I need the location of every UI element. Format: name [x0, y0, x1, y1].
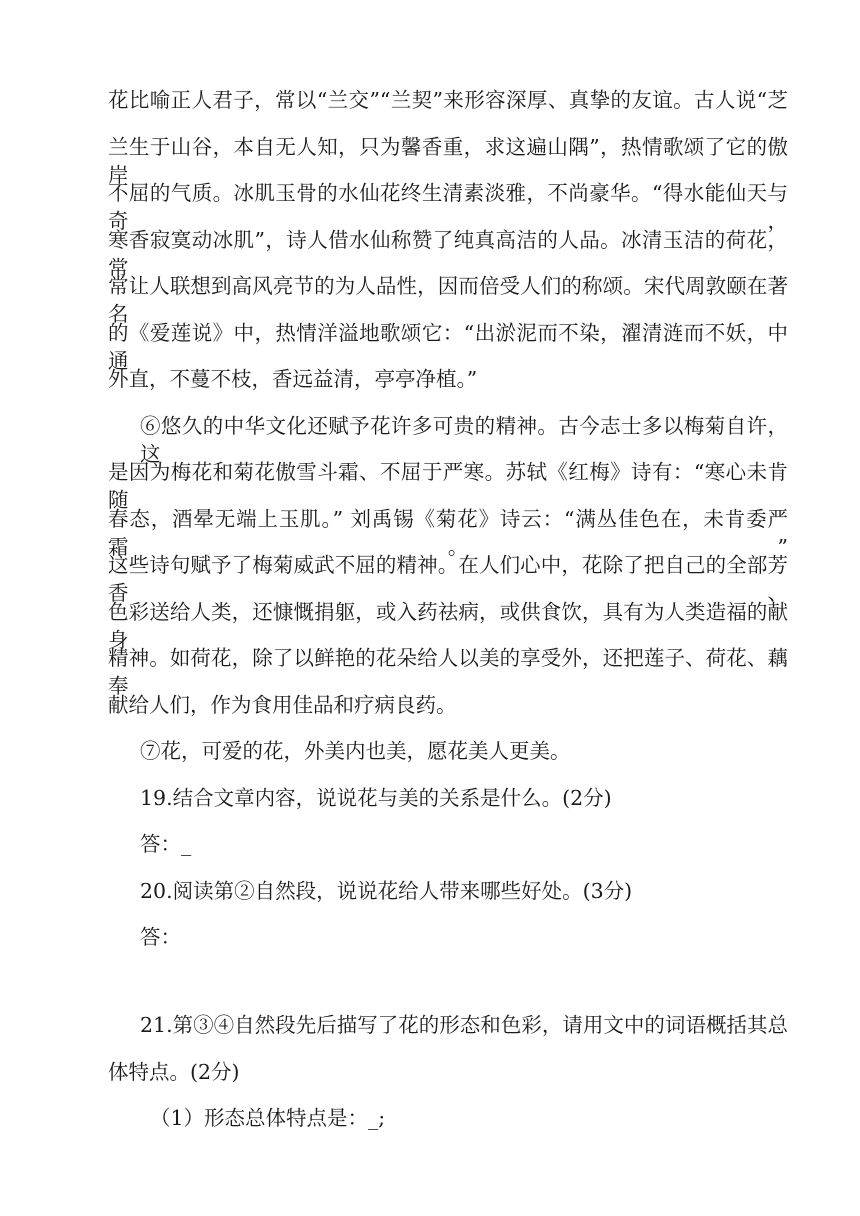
paragraph-5-line-1: 花比喻正人君子，常以“兰交”“兰契”来形容深厚、真挚的友谊。古人说“芝 — [108, 88, 788, 112]
question-21-item-1: （1）形态总体特点是：_; — [150, 1106, 386, 1130]
paragraph-6-line-5: 色彩送给人类，还慷慨捐躯，或入药祛病，或供食饮，具有为人类造福的献身 — [108, 600, 788, 652]
paragraph-6-line-4: 这些诗句赋予了梅菊威武不屈的精神。在人们心中，花除了把自己的全部芳香、 — [108, 553, 788, 605]
question-20: 20.阅读第②自然段，说说花给人带来哪些好处。(3分) — [140, 879, 633, 903]
answer-19-label: 答：_ — [140, 832, 192, 856]
paragraph-5-line-6: 的《爱莲说》中，热情洋溢地歌颂它：“出淤泥而不染，濯清涟而不妖，中通 — [108, 321, 788, 373]
question-19: 19.结合文章内容，说说花与美的关系是什么。(2分) — [140, 786, 612, 810]
paragraph-6-line-6: 精神。如荷花，除了以鲜艳的花朵给人以美的享受外，还把莲子、荷花、藕奉 — [108, 646, 788, 698]
paragraph-5-line-4: 寒香寂寞动冰肌”，诗人借水仙称赞了纯真高洁的人品。冰清玉洁的荷花，常 — [108, 228, 788, 280]
paragraph-7: ⑦花，可爱的花，外美内也美，愿花美人更美。 — [140, 739, 571, 763]
paragraph-6-line-7: 献给人们，作为食用佳品和疗病良药。 — [108, 693, 457, 717]
question-21-line-2: 体特点。(2分) — [108, 1060, 240, 1084]
paragraph-6-line-1: ⑥悠久的中华文化还赋予花许多可贵的精神。古今志士多以梅菊自许，这 — [140, 414, 788, 466]
paragraph-5-line-7: 外直，不蔓不枝，香远益清，亭亭净植。” — [108, 367, 478, 391]
question-21-line-1: 21.第③④自然段先后描写了花的形态和色彩，请用文中的词语概括其总 — [140, 1013, 788, 1037]
paragraph-5-line-2: 兰生于山谷，本自无人知，只为馨香重，求这遍山隅”，热情歌颂了它的傲岸 — [108, 135, 788, 187]
paragraph-5-line-3: 不屈的气质。冰肌玉骨的水仙花终生清素淡雅，不尚豪华。“得水能仙天与奇， — [108, 181, 788, 233]
answer-20-label: 答： — [140, 925, 181, 949]
paragraph-6-line-3: 春态，酒晕无端上玉肌。” 刘禹锡《菊花》诗云：“满丛佳色在，未肯委严霜。” — [108, 507, 788, 559]
paragraph-5-line-5: 常让人联想到高风亮节的为人品性，因而倍受人们的称颂。宋代周敦颐在著名 — [108, 274, 788, 326]
paragraph-6-line-2: 是因为梅花和菊花傲雪斗霜、不屈于严寒。苏轼《红梅》诗有：“寒心未肯随 — [108, 460, 788, 512]
